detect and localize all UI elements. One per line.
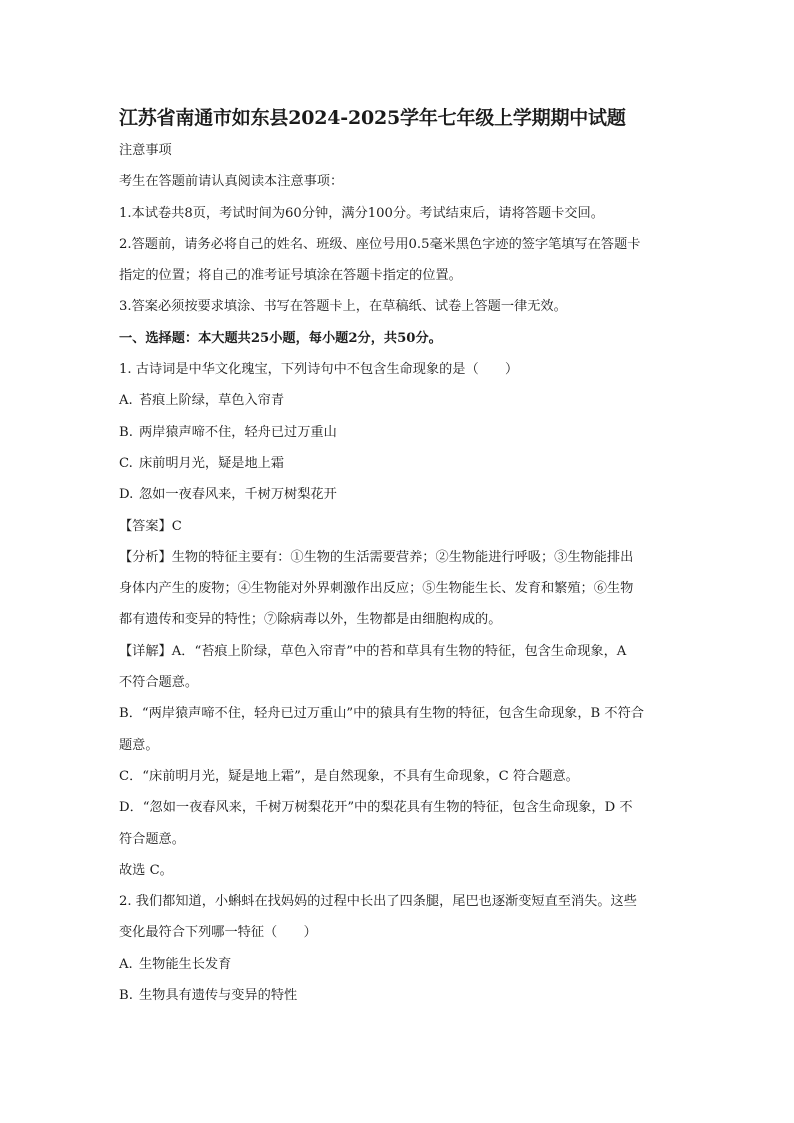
notice-item: 2.答题前，请务必将自己的姓名、班级、座位号用0.5毫米黑色字迹的签字笔填写在答题卡: [119, 236, 641, 252]
detail-line: D．“忽如一夜春风来，千树万树梨花开”中的梨花具有生物的特征，包含生命现象，D 不: [119, 800, 633, 816]
option-letter: B.: [119, 424, 133, 440]
detail-line: 不符合题意。: [119, 675, 199, 691]
detail-line: 题意。: [119, 737, 159, 753]
question-1-option-a: [119, 385, 679, 416]
question-1-detail: [119, 636, 679, 667]
answer-label: 【答案】: [119, 518, 172, 534]
notice-item: 指定的位置；将自己的准考证号填涂在答题卡指定的位置。: [119, 268, 462, 284]
analysis-line: 身体内产生的废物；④生物能对外界刺激作出反应；⑤生物能生长、发育和繁殖；⑥生物: [119, 581, 634, 597]
question-2-stem-cont: 变化最符合下列哪一特征（ ）: [119, 925, 317, 941]
option-letter: A.: [119, 393, 133, 409]
detail-line: 故选 C。: [119, 862, 173, 878]
option-letter: B.: [119, 988, 133, 1004]
detail-label: 【详解】: [119, 643, 172, 659]
option-text: 苔痕上阶绿，草色入帘青: [139, 393, 285, 409]
option-letter: C.: [119, 455, 133, 471]
detail-line: 符合题意。: [119, 831, 185, 847]
question-1-analysis: [119, 542, 679, 573]
question-1-option-b: [119, 417, 679, 448]
notice-item: 3.答案必须按要求填涂、书写在答题卡上，在草稿纸、试卷上答题一律无效。: [119, 299, 567, 315]
page-title: 江苏省南通市如东县2024-2025学年七年级上学期期中试题: [119, 107, 626, 129]
option-text: 忽如一夜春风来，千树万树梨花开: [139, 487, 337, 503]
document-content: [119, 103, 679, 1011]
detail-line: B．“两岸猿声啼不住，轻舟已过万重山”中的猿具有生物的特征，包含生命现象，B 不符合: [119, 706, 644, 722]
question-2-stem: 2. 我们都知道，小蝌蚪在找妈妈的过程中长出了四条腿，尾巴也逐渐变短直至消失。这些: [119, 894, 637, 910]
option-text: 生物能生长发育: [139, 956, 232, 972]
notice-item: 1.本试卷共8页，考试时间为60分钟，满分100分。考试结束后，请将答题卡交回。: [119, 205, 604, 221]
analysis-label: 【分析】: [119, 549, 172, 565]
detail-line: C．“床前明月光，疑是地上霜”，是自然现象，不具有生命现象，C 符合题意。: [119, 768, 579, 784]
answer-value: C: [171, 518, 182, 534]
option-letter: A.: [119, 956, 133, 972]
analysis-line: 都有遗传和变异的特性；⑦除病毒以外，生物都是由细胞构成的。: [119, 612, 502, 628]
section-heading: 一、选择题：本大题共25小题，每小题2分，共50分。: [119, 330, 442, 346]
notice-intro: 考生在答题前请认真阅读本注意事项：: [119, 174, 344, 190]
question-2-option-b: [119, 980, 679, 1011]
analysis-text: 生物的特征主要有：①生物的生活需要营养；②生物能进行呼吸；③生物能排出: [171, 549, 634, 565]
option-text: 两岸猿声啼不住，轻舟已过万重山: [139, 424, 337, 440]
notice-heading: 注意事项: [119, 143, 172, 158]
question-1-answer: [119, 511, 679, 542]
option-text: 床前明月光，疑是地上霜: [139, 455, 285, 471]
option-letter: D.: [119, 487, 134, 503]
detail-text: A．“苔痕上阶绿，草色入帘青”中的苔和草具有生物的特征，包含生命现象，A: [171, 643, 627, 659]
question-1-stem: 1. 古诗词是中华文化瑰宝，下列诗句中不包含生命现象的是（ ）: [119, 362, 519, 378]
question-2-option-a: [119, 949, 679, 980]
question-1-option-d: [119, 479, 679, 510]
option-text: 生物具有遗传与变异的特性: [139, 988, 298, 1004]
question-1-option-c: [119, 448, 679, 479]
